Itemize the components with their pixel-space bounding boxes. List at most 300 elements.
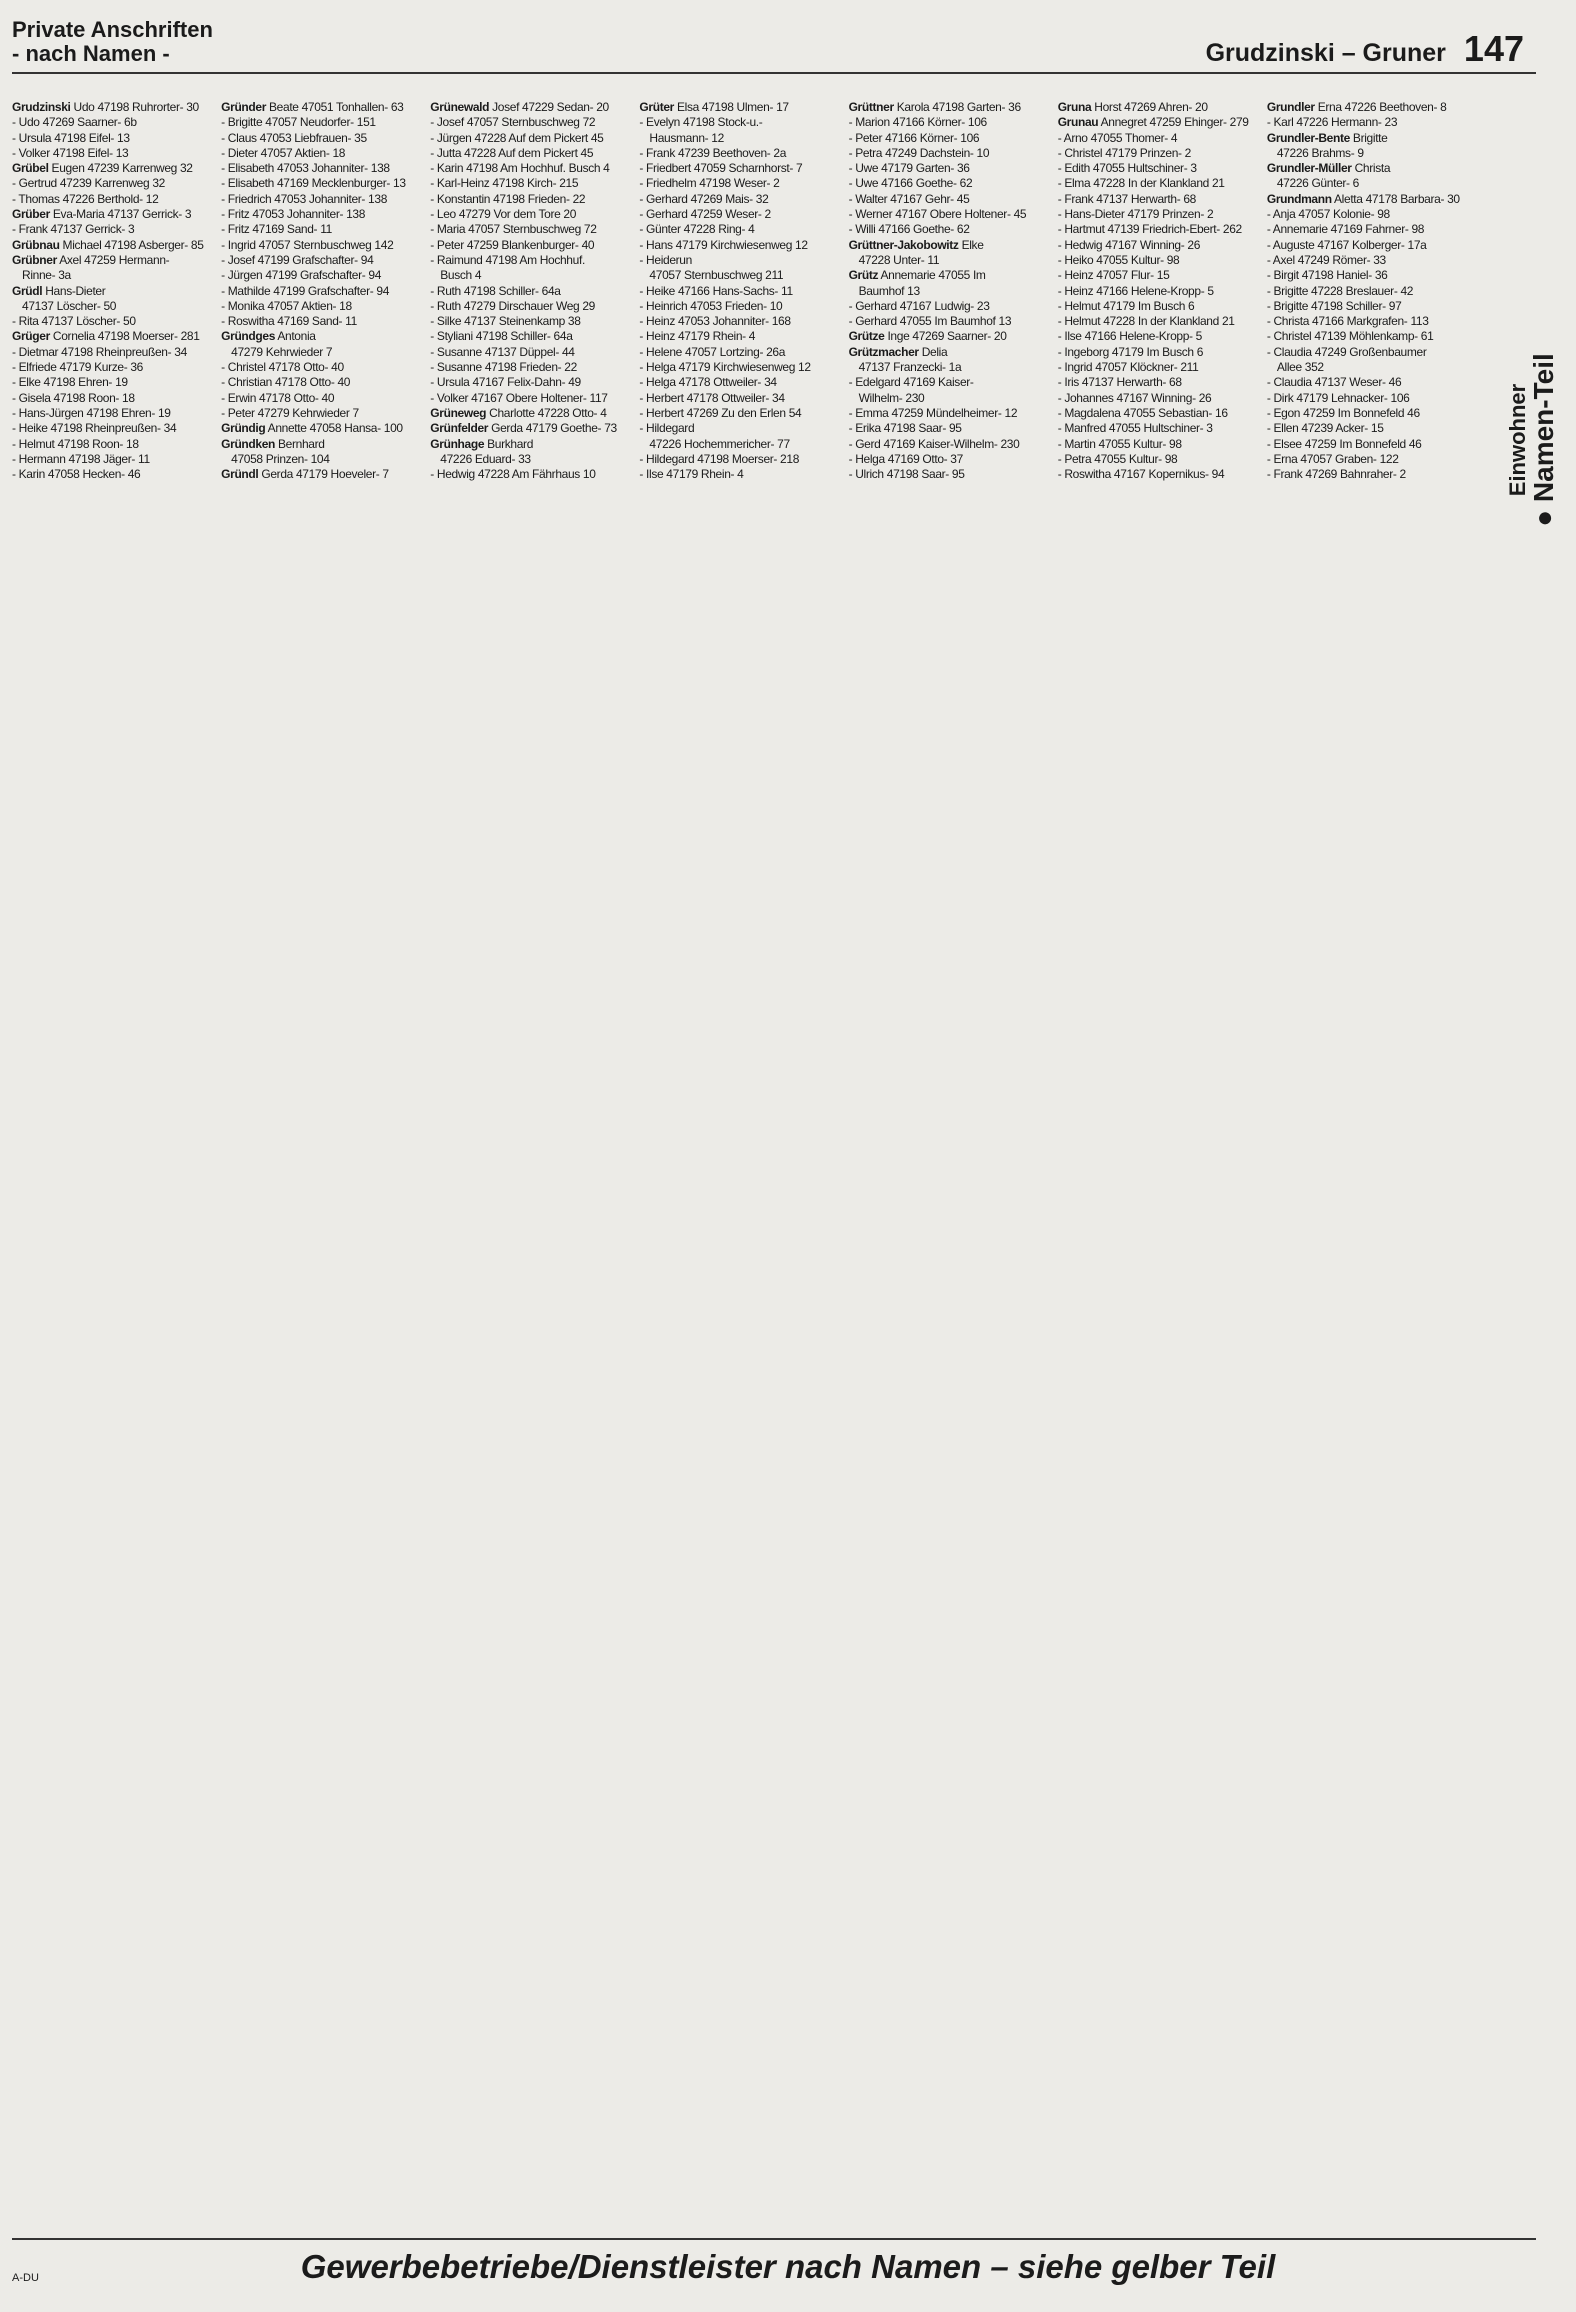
directory-entry	[1058, 375, 1263, 390]
entry-details: - Arno 47055 Thomer- 4	[1057, 130, 1178, 145]
directory-entry	[221, 115, 426, 130]
entry-details: Burkhard	[484, 436, 534, 451]
directory-entry	[1267, 375, 1472, 390]
directory-entry	[1058, 146, 1263, 161]
entry-details: - Ulrich 47198 Saar- 95	[848, 467, 965, 482]
entry-details: - Gisela 47198 Roon- 18	[12, 390, 135, 405]
directory-entry	[1267, 391, 1472, 406]
entry-details: - Axel 47249 Römer- 33	[1266, 252, 1386, 267]
directory-entry	[221, 176, 426, 191]
directory-entry	[221, 406, 426, 421]
entry-details: - Helene 47057 Lortzing- 26a	[639, 344, 786, 359]
directory-entry	[1267, 360, 1472, 375]
directory-entry	[1267, 314, 1472, 329]
directory-entry	[12, 284, 217, 299]
directory-entry	[639, 176, 844, 191]
entry-details: - Hedwig 47167 Winning- 26	[1057, 237, 1201, 252]
directory-entry	[1058, 437, 1263, 452]
entry-details: - Dirk 47179 Lehnacker- 106	[1266, 390, 1410, 405]
directory-entry	[849, 360, 1054, 375]
directory-entry	[1267, 115, 1472, 130]
directory-entry	[12, 268, 217, 283]
directory-entry	[1267, 161, 1472, 176]
directory-entry	[221, 421, 426, 436]
entry-details: - Karl-Heinz 47198 Kirch- 215	[430, 176, 579, 191]
entry-details: - Günter 47228 Ring- 4	[639, 222, 755, 237]
entry-details: - Birgit 47198 Haniel- 36	[1266, 268, 1388, 283]
entry-details: - Brigitte 47198 Schiller- 97	[1266, 298, 1402, 313]
directory-column	[1058, 100, 1263, 2235]
directory-entry	[639, 161, 844, 176]
entry-details: Antonia	[275, 329, 316, 344]
entry-details: - Friedbert 47059 Scharnhorst- 7	[639, 161, 803, 176]
entry-details: Annette 47058 Hansa- 100	[265, 421, 403, 436]
directory-entry	[849, 115, 1054, 130]
directory-entry	[12, 176, 217, 191]
directory-entry	[430, 238, 635, 253]
entry-details: - Rita 47137 Löscher- 50	[12, 314, 136, 329]
entry-details: - Helga 47179 Kirchwiesenweg 12	[639, 360, 811, 375]
entry-details: - Hedwig 47228 Am Fährhaus 10	[430, 467, 596, 482]
entry-details: - Maria 47057 Sternbuschweg 72	[430, 222, 597, 237]
entry-details: Aletta 47178 Barbara- 30	[1331, 191, 1460, 206]
section-side-label	[1500, 260, 1560, 620]
directory-entry	[430, 253, 635, 268]
directory-entry	[430, 115, 635, 130]
directory-entry	[221, 329, 426, 344]
entry-details: - Uwe 47179 Garten- 36	[848, 161, 970, 176]
running-head-right	[1206, 28, 1524, 70]
entry-details: - Petra 47249 Dachstein- 10	[848, 145, 990, 160]
directory-entry	[1058, 115, 1263, 130]
entry-details: - Claudia 47137 Weser- 46	[1266, 375, 1402, 390]
entry-details: - Thomas 47226 Berthold- 12	[12, 191, 159, 206]
entry-details: - Friedhelm 47198 Weser- 2	[639, 176, 780, 191]
directory-entry	[221, 391, 426, 406]
directory-entry	[430, 284, 635, 299]
directory-entry	[639, 268, 844, 283]
directory-entry	[1267, 329, 1472, 344]
directory-entry	[639, 131, 844, 146]
directory-column	[12, 100, 217, 2235]
entry-details: 47226 Eduard- 33	[440, 451, 531, 466]
directory-entry	[849, 467, 1054, 482]
directory-entry	[639, 467, 844, 482]
entry-details: - Gerhard 47167 Ludwig- 23	[848, 298, 990, 313]
directory-entry	[849, 192, 1054, 207]
entry-surname: Grünewald	[430, 100, 490, 114]
directory-entry	[1267, 238, 1472, 253]
directory-entry	[12, 329, 217, 344]
entry-details: - Ilse 47179 Rhein- 4	[639, 467, 744, 482]
entry-surname: Gründges	[221, 329, 276, 344]
directory-entry	[639, 222, 844, 237]
entry-details: - Ingrid 47057 Klöckner- 211	[1057, 360, 1199, 375]
entry-details: - Styliani 47198 Schiller- 64a	[430, 329, 573, 344]
running-head-title: Private Anschriften	[12, 17, 213, 42]
entry-surname: Grundler-Bente	[1266, 130, 1350, 145]
directory-entry	[1058, 406, 1263, 421]
directory-entry	[430, 467, 635, 482]
entry-details: - Christel 47179 Prinzen- 2	[1057, 145, 1191, 160]
directory-entry	[849, 314, 1054, 329]
entry-surname: Grübnau	[12, 237, 60, 252]
directory-entry	[221, 437, 426, 452]
entry-surname: Grünfelder	[430, 421, 489, 436]
entry-details: - Johannes 47167 Winning- 26	[1057, 390, 1212, 405]
directory-entry	[849, 437, 1054, 452]
entry-details: Annemarie 47055 Im	[878, 268, 986, 283]
directory-entry	[849, 375, 1054, 390]
directory-entry	[639, 360, 844, 375]
entry-details: - Elisabeth 47169 Mecklenburger- 13	[221, 176, 406, 191]
entry-surname: Grünhage	[430, 436, 485, 451]
directory-entry	[849, 176, 1054, 191]
entry-details: - Josef 47199 Grafschafter- 94	[221, 252, 374, 267]
entry-details: 47226 Hochemmericher- 77	[649, 436, 790, 451]
directory-entry	[639, 391, 844, 406]
directory-entry	[639, 375, 844, 390]
entry-details: - Karin 47198 Am Hochhuf. Busch 4	[430, 161, 610, 176]
entry-details: 47058 Prinzen- 104	[231, 451, 330, 466]
directory-entry	[1267, 467, 1472, 482]
entry-details: Hausmann- 12	[649, 130, 724, 145]
entry-details: - Hans-Jürgen 47198 Ehren- 19	[12, 405, 171, 420]
entry-details: - Raimund 47198 Am Hochhuf.	[430, 252, 585, 267]
directory-entry	[1267, 146, 1472, 161]
entry-details: - Frank 47269 Bahnraher- 2	[1266, 467, 1406, 482]
directory-entry	[1058, 161, 1263, 176]
entry-details: - Heinz 47166 Helene-Kropp- 5	[1057, 283, 1214, 298]
directory-entry	[221, 299, 426, 314]
entry-details: - Susanne 47198 Frieden- 22	[430, 360, 577, 375]
directory-entry	[1058, 131, 1263, 146]
directory-entry	[639, 299, 844, 314]
directory-entry	[1058, 314, 1263, 329]
entry-surname: Grüger	[12, 329, 50, 344]
directory-entry	[12, 421, 217, 436]
directory-entry	[849, 268, 1054, 283]
directory-entry	[1058, 452, 1263, 467]
directory-entry	[1267, 421, 1472, 436]
directory-entry	[1267, 207, 1472, 222]
entry-details: - Emma 47259 Mündelheimer- 12	[848, 405, 1018, 420]
directory-entry	[221, 467, 426, 482]
entry-details: - Christian 47178 Otto- 40	[221, 375, 351, 390]
entry-details: - Helmut 47228 In der Klankland 21	[1057, 314, 1235, 329]
directory-column	[639, 100, 844, 2235]
entry-details: Brigitte	[1349, 130, 1388, 145]
directory-entry	[1267, 268, 1472, 283]
entry-details: - Heiderun	[639, 252, 692, 267]
entry-surname: Gründl	[221, 467, 259, 482]
directory-entry	[849, 131, 1054, 146]
directory-column	[430, 100, 635, 2235]
entry-details: - Peter 47166 Körner- 106	[848, 130, 980, 145]
entry-details: Eva-Maria 47137 Gerrick- 3	[49, 207, 192, 222]
directory-entry	[1058, 192, 1263, 207]
directory-entry	[430, 375, 635, 390]
entry-details: 47137 Franzecki- 1a	[858, 360, 962, 375]
running-head-left	[12, 18, 213, 66]
directory-entry	[849, 146, 1054, 161]
directory-entry	[430, 100, 635, 115]
page-number: 147	[1463, 28, 1524, 69]
entry-surname: Grübner	[12, 252, 57, 267]
entry-details: - Petra 47055 Kultur- 98	[1057, 451, 1178, 466]
entry-details: - Peter 47259 Blankenburger- 40	[430, 237, 595, 252]
directory-entry	[1058, 329, 1263, 344]
entry-details: - Elke 47198 Ehren- 19	[12, 375, 128, 390]
entry-details: - Karin 47058 Hecken- 46	[12, 467, 141, 482]
entry-details: 47226 Günter- 6	[1276, 176, 1359, 191]
entry-details: - Hans-Dieter 47179 Prinzen- 2	[1057, 207, 1214, 222]
entry-details: Rinne- 3a	[22, 268, 71, 283]
directory-entry	[1267, 284, 1472, 299]
entry-details: - Hartmut 47139 Friedrich-Ebert- 262	[1057, 222, 1242, 237]
directory-entry	[430, 131, 635, 146]
directory-entry	[1267, 192, 1472, 207]
entry-details: - Erwin 47178 Otto- 40	[221, 390, 335, 405]
entry-details: - Ruth 47279 Dirschauer Weg 29	[430, 298, 595, 313]
entry-details: - Volker 47167 Obere Holtener- 117	[430, 390, 608, 405]
entry-details: - Konstantin 47198 Frieden- 22	[430, 191, 586, 206]
entry-details: - Ilse 47166 Helene-Kropp- 5	[1057, 329, 1202, 344]
directory-entry	[1058, 467, 1263, 482]
side-label-namen-teil: ● Namen-Teil	[1528, 353, 1559, 527]
directory-entry	[12, 345, 217, 360]
directory-entry	[430, 406, 635, 421]
entry-surname: Gruna	[1057, 100, 1092, 114]
directory-entry	[639, 437, 844, 452]
entry-details: - Heinz 47053 Johanniter- 168	[639, 314, 791, 329]
entry-details: Gerda 47179 Goethe- 73	[488, 421, 617, 436]
directory-entry	[12, 391, 217, 406]
entry-details: - Helmut 47198 Roon- 18	[12, 436, 139, 451]
directory-entry	[12, 467, 217, 482]
directory-entry	[1058, 253, 1263, 268]
entry-details: - Hermann 47198 Jäger- 11	[12, 451, 150, 466]
directory-entry	[12, 131, 217, 146]
directory-entry	[1058, 268, 1263, 283]
entry-details: Bernhard	[275, 436, 325, 451]
entry-surname: Grütz	[848, 268, 879, 283]
directory-entry	[849, 329, 1054, 344]
directory-entry	[1267, 222, 1472, 237]
directory-entry	[221, 100, 426, 115]
entry-details: - Elma 47228 In der Klankland 21	[1057, 176, 1225, 191]
entry-surname: Grüttner	[848, 100, 894, 114]
entry-details: Delia	[918, 344, 948, 359]
directory-entry	[221, 238, 426, 253]
entry-details: - Fritz 47169 Sand- 11	[221, 222, 332, 237]
entry-details: Busch 4	[440, 268, 482, 283]
directory-entry	[1058, 238, 1263, 253]
directory-entry	[849, 299, 1054, 314]
directory-entry	[221, 222, 426, 237]
directory-entry	[430, 329, 635, 344]
directory-entry	[221, 452, 426, 467]
directory-entry	[221, 253, 426, 268]
directory-entry	[1058, 207, 1263, 222]
entry-details: 47137 Löscher- 50	[22, 298, 117, 313]
directory-entry	[639, 253, 844, 268]
entry-details: - Elsee 47259 Im Bonnefeld 46	[1266, 436, 1422, 451]
entry-details: Karola 47198 Garten- 36	[893, 100, 1021, 114]
entry-details: - Hans 47179 Kirchwiesenweg 12	[639, 237, 808, 252]
entry-details: - Uwe 47166 Goethe- 62	[848, 176, 973, 191]
entry-details: - Claudia 47249 Großenbaumer	[1266, 344, 1427, 359]
footer-note: Gewerbebetriebe/Dienstleister nach Namen – siehe gelber Teil	[300, 2248, 1276, 2285]
entry-details: - Roswitha 47169 Sand- 11	[221, 314, 357, 329]
directory-entry	[430, 192, 635, 207]
directory-entry	[221, 131, 426, 146]
entry-details: Josef 47229 Sedan- 20	[489, 100, 609, 114]
entry-details: - Friedrich 47053 Johanniter- 138	[221, 191, 388, 206]
directory-entry	[849, 406, 1054, 421]
directory-entry	[1267, 299, 1472, 314]
directory-entry	[12, 161, 217, 176]
entry-details: - Annemarie 47169 Fahrner- 98	[1266, 222, 1425, 237]
entry-details: - Leo 47279 Vor dem Tore 20	[430, 207, 577, 222]
entry-details: - Helmut 47179 Im Busch 6	[1057, 298, 1195, 313]
directory-entry	[1267, 100, 1472, 115]
directory-columns	[12, 100, 1472, 2235]
entry-details: - Evelyn 47198 Stock-u.-	[639, 115, 763, 130]
directory-entry	[1058, 421, 1263, 436]
directory-entry	[1058, 100, 1263, 115]
entry-details: - Ruth 47198 Schiller- 64a	[430, 283, 561, 298]
entry-details: - Hildegard 47198 Moerser- 218	[639, 451, 800, 466]
directory-entry	[639, 329, 844, 344]
directory-entry	[430, 391, 635, 406]
directory-entry	[639, 406, 844, 421]
directory-entry	[221, 268, 426, 283]
entry-details: Allee 352	[1276, 360, 1324, 375]
directory-entry	[639, 100, 844, 115]
entry-details: - Brigitte 47057 Neudorfer- 151	[221, 115, 376, 130]
directory-entry	[12, 375, 217, 390]
entry-surname: Grüttner-Jakobowitz	[848, 237, 959, 252]
entry-details: Erna 47226 Beethoven- 8	[1314, 100, 1447, 114]
entry-details: - Walter 47167 Gehr- 45	[848, 191, 970, 206]
entry-details: Christa	[1351, 161, 1391, 176]
directory-entry	[639, 207, 844, 222]
directory-entry	[430, 176, 635, 191]
entry-details: - Ursula 47198 Eifel- 13	[12, 130, 130, 145]
directory-entry	[430, 146, 635, 161]
directory-entry	[12, 222, 217, 237]
entry-details: - Silke 47137 Steinenkamp 38	[430, 314, 581, 329]
directory-entry	[12, 146, 217, 161]
side-label-einwohner: Einwohner	[1505, 383, 1530, 497]
entry-details: - Helga 47169 Otto- 37	[848, 451, 963, 466]
entry-details: - Anja 47057 Kolonie- 98	[1266, 207, 1390, 222]
directory-entry	[12, 299, 217, 314]
entry-details: - Volker 47198 Eifel- 13	[12, 145, 129, 160]
entry-details: Udo 47198 Ruhrorter- 30	[70, 100, 199, 114]
directory-entry	[430, 268, 635, 283]
entry-details: - Ellen 47239 Acker- 15	[1266, 421, 1384, 436]
entry-details: - Iris 47137 Herwarth- 68	[1057, 375, 1182, 390]
entry-surname: Grüber	[12, 207, 50, 222]
directory-entry	[430, 207, 635, 222]
directory-entry	[849, 345, 1054, 360]
entry-details: - Udo 47269 Saarner- 6b	[12, 115, 137, 130]
directory-entry	[1058, 222, 1263, 237]
directory-entry	[849, 452, 1054, 467]
directory-entry	[12, 437, 217, 452]
entry-details: Michael 47198 Asberger- 85	[59, 237, 204, 252]
directory-column	[1267, 100, 1472, 2235]
entry-details: Horst 47269 Ahren- 20	[1091, 100, 1208, 114]
entry-details: - Ingrid 47057 Sternbuschweg 142	[221, 237, 394, 252]
entry-details: - Edith 47055 Hultschiner- 3	[1057, 161, 1197, 176]
entry-details: - Claus 47053 Liebfrauen- 35	[221, 130, 367, 145]
directory-entry	[221, 375, 426, 390]
directory-column	[221, 100, 426, 2235]
entry-details: - Gerd 47169 Kaiser-Wilhelm- 230	[848, 436, 1020, 451]
entry-details: Elsa 47198 Ulmen- 17	[674, 100, 789, 114]
directory-entry	[12, 360, 217, 375]
directory-entry	[12, 406, 217, 421]
entry-details: - Christel 47178 Otto- 40	[221, 360, 344, 375]
entry-details: 47279 Kehrwieder 7	[231, 344, 333, 359]
entry-details: Elke	[958, 237, 984, 252]
directory-entry	[221, 146, 426, 161]
entry-details: - Erna 47057 Graben- 122	[1266, 451, 1399, 466]
running-head-subtitle: - nach Namen -	[12, 41, 170, 66]
entry-details: Hans-Dieter	[42, 283, 106, 298]
directory-entry	[849, 238, 1054, 253]
directory-entry	[1267, 131, 1472, 146]
directory-entry	[849, 222, 1054, 237]
entry-details: - Roswitha 47167 Kopernikus- 94	[1057, 467, 1225, 482]
entry-details: - Herbert 47178 Ottweiler- 34	[639, 390, 785, 405]
directory-entry	[12, 207, 217, 222]
entry-surname: Grübel	[12, 161, 49, 176]
directory-entry	[12, 115, 217, 130]
entry-details: Wilhelm- 230	[858, 390, 925, 405]
entry-details: 47228 Unter- 11	[858, 252, 940, 267]
top-rule	[12, 72, 1536, 74]
entry-details: Charlotte 47228 Otto- 4	[486, 405, 607, 420]
corner-mark: A-DU	[12, 2272, 39, 2284]
entry-details: - Frank 47137 Gerrick- 3	[12, 222, 135, 237]
directory-entry	[849, 100, 1054, 115]
entry-details: Annegret 47259 Ehinger- 279	[1098, 115, 1249, 130]
entry-details: - Peter 47279 Kehrwieder 7	[221, 405, 359, 420]
directory-entry	[1267, 437, 1472, 452]
directory-column	[849, 100, 1054, 2235]
entry-details: - Heike 47198 Rheinpreußen- 34	[12, 421, 177, 436]
directory-entry	[639, 314, 844, 329]
entry-details: - Frank 47137 Herwarth- 68	[1057, 191, 1197, 206]
directory-entry	[639, 192, 844, 207]
entry-surname: Gründig	[221, 421, 266, 436]
entry-details: - Herbert 47269 Zu den Erlen 54	[639, 405, 802, 420]
directory-entry	[221, 314, 426, 329]
directory-entry	[1058, 345, 1263, 360]
entry-details: - Hildegard	[639, 421, 695, 436]
entry-details: - Josef 47057 Sternbuschweg 72	[430, 115, 596, 130]
directory-entry	[1058, 299, 1263, 314]
directory-entry	[849, 207, 1054, 222]
entry-details: - Magdalena 47055 Sebastian- 16	[1057, 405, 1228, 420]
entry-surname: Grüneweg	[430, 405, 487, 420]
directory-entry	[1058, 391, 1263, 406]
entry-details: - Fritz 47053 Johanniter- 138	[221, 207, 366, 222]
